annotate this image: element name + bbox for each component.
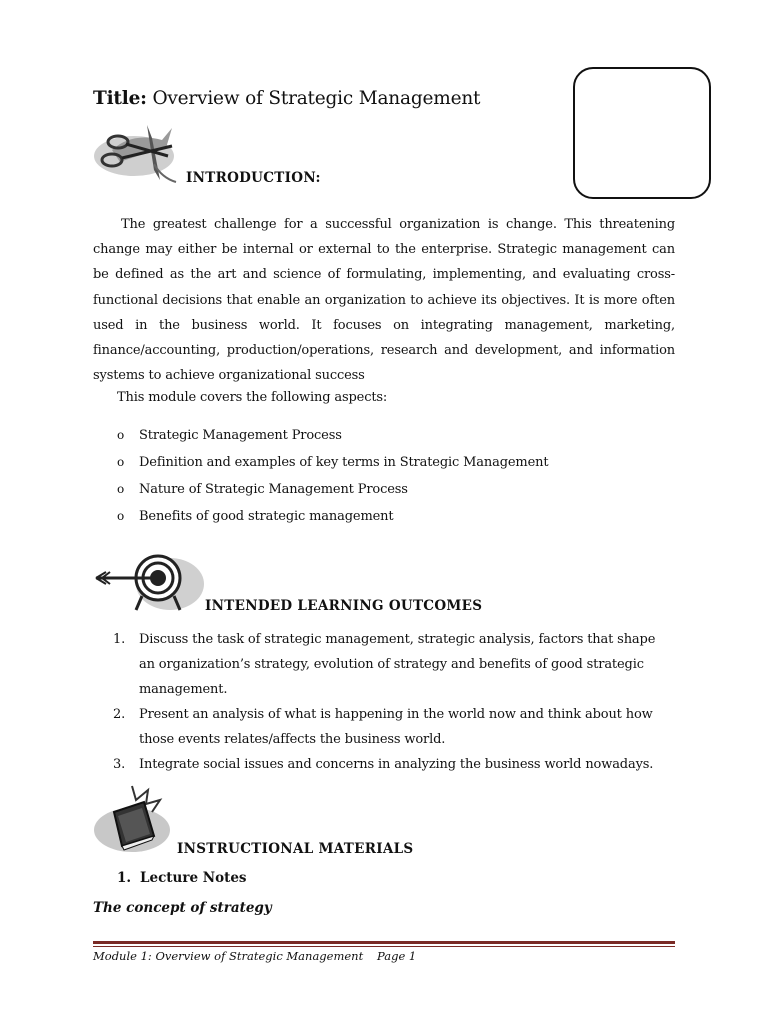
aspect-text: Benefits of good strategic management bbox=[139, 509, 394, 524]
module-aspects-line: This module covers the following aspects: bbox=[117, 390, 388, 405]
item-number: 1. bbox=[113, 632, 126, 647]
footer-rule bbox=[93, 941, 675, 944]
target-arrow-icon bbox=[92, 548, 208, 614]
bullet-mark: o bbox=[117, 509, 125, 523]
list-item bbox=[113, 752, 673, 777]
aspect-text: Strategic Management Process bbox=[139, 428, 342, 443]
instructional-materials-heading: INSTRUCTIONAL MATERIALS bbox=[177, 841, 414, 857]
aspect-text: Definition and examples of key terms in Strategic Management bbox=[139, 455, 549, 470]
aspect-text: Nature of Strategic Management Process bbox=[139, 482, 408, 497]
scissors-ribbon-icon bbox=[92, 120, 184, 186]
list-item bbox=[117, 455, 548, 482]
bullet-mark: o bbox=[117, 428, 125, 442]
learning-outcomes-heading: INTENDED LEARNING OUTCOMES bbox=[205, 598, 483, 614]
list-item bbox=[117, 482, 548, 509]
photo-placeholder-box bbox=[573, 67, 711, 199]
introduction-heading: INTRODUCTION: bbox=[186, 170, 321, 186]
title-label: Title: bbox=[93, 88, 147, 109]
item-number: 1. bbox=[117, 870, 132, 886]
title-text: Overview of Strategic Management bbox=[146, 88, 481, 109]
list-item bbox=[113, 702, 673, 752]
list-item bbox=[117, 509, 548, 536]
item-number: 2. bbox=[113, 707, 126, 722]
footer-rule-thin bbox=[93, 946, 675, 947]
list-item bbox=[117, 428, 548, 455]
outcome-text: Discuss the task of strategic management, strategic analysis, factors that shape an organization’s strategy, evolution of strategy and benefits of good strategic management. bbox=[139, 632, 656, 697]
footer-module-text: Module 1: Overview of Strategic Management bbox=[93, 949, 364, 963]
item-number: 3. bbox=[113, 757, 126, 772]
introduction-paragraph: The greatest challenge for a successful organization is change. This threatening change may either be internal or external to the enterprise. Strategic management can be defined as the art and science of formulating, implementing, and evaluating cross-functional decisions that enable an organization to achieve its objectives. It is more often used in the business world. It focuses on integrating management, marketing, finance/accounting, production/operations, research and development, and information systems to achieve organizational success bbox=[93, 217, 675, 384]
outcome-text: Integrate social issues and concerns in analyzing the business world nowadays. bbox=[139, 757, 654, 772]
lecture-notes-label: Lecture Notes bbox=[140, 870, 247, 886]
bullet-mark: o bbox=[117, 482, 125, 496]
list-item bbox=[113, 627, 673, 702]
lecture-notes-item bbox=[117, 870, 247, 886]
bullet-mark: o bbox=[117, 455, 125, 469]
learning-outcomes-list bbox=[113, 627, 673, 777]
outcome-text: Present an analysis of what is happening in the world now and think about how those events relates/affects the business world. bbox=[139, 707, 653, 747]
page-footer bbox=[93, 949, 417, 963]
concept-subheading: The concept of strategy bbox=[93, 900, 272, 916]
book-icon bbox=[92, 782, 178, 858]
footer-page-number: Page 1 bbox=[377, 949, 417, 963]
page-title bbox=[93, 88, 480, 109]
aspects-list bbox=[117, 428, 548, 536]
